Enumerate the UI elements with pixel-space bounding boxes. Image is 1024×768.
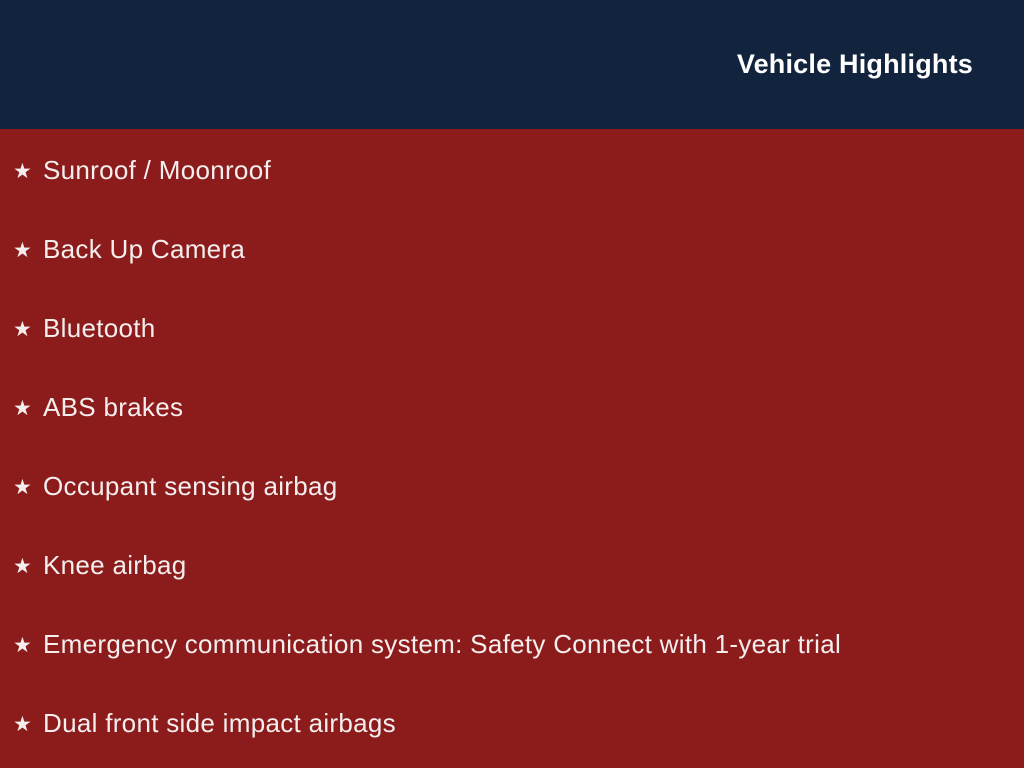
header-bar: [0, 0, 1024, 129]
feature-label: Knee airbag: [43, 550, 187, 580]
list-item: [13, 131, 1004, 210]
star-bullet-icon: ★: [13, 476, 33, 499]
feature-label: ABS brakes: [43, 392, 184, 422]
list-item: [13, 447, 1004, 526]
feature-label: Back Up Camera: [43, 234, 246, 264]
feature-label: Bluetooth: [43, 313, 156, 343]
feature-list: [13, 131, 1004, 763]
star-bullet-icon: ★: [13, 239, 33, 262]
feature-label: Occupant sensing airbag: [43, 471, 338, 501]
list-item: [13, 526, 1004, 605]
list-item: [13, 368, 1004, 447]
feature-label: Sunroof / Moonroof: [43, 155, 271, 185]
star-bullet-icon: ★: [13, 555, 33, 578]
page-title: Vehicle Highlights: [736, 49, 973, 79]
star-bullet-icon: ★: [13, 634, 33, 657]
star-bullet-icon: ★: [13, 713, 33, 736]
feature-label: Emergency communication system: Safety Connect with 1-year trial: [43, 629, 842, 659]
feature-label: Dual front side impact airbags: [43, 708, 396, 738]
star-bullet-icon: ★: [13, 160, 33, 183]
list-item: [13, 210, 1004, 289]
list-item: [13, 605, 1004, 684]
star-bullet-icon: ★: [13, 397, 33, 420]
highlights-body: [0, 129, 1024, 768]
star-bullet-icon: ★: [13, 318, 33, 341]
list-item: [13, 684, 1004, 763]
list-item: [13, 289, 1004, 368]
